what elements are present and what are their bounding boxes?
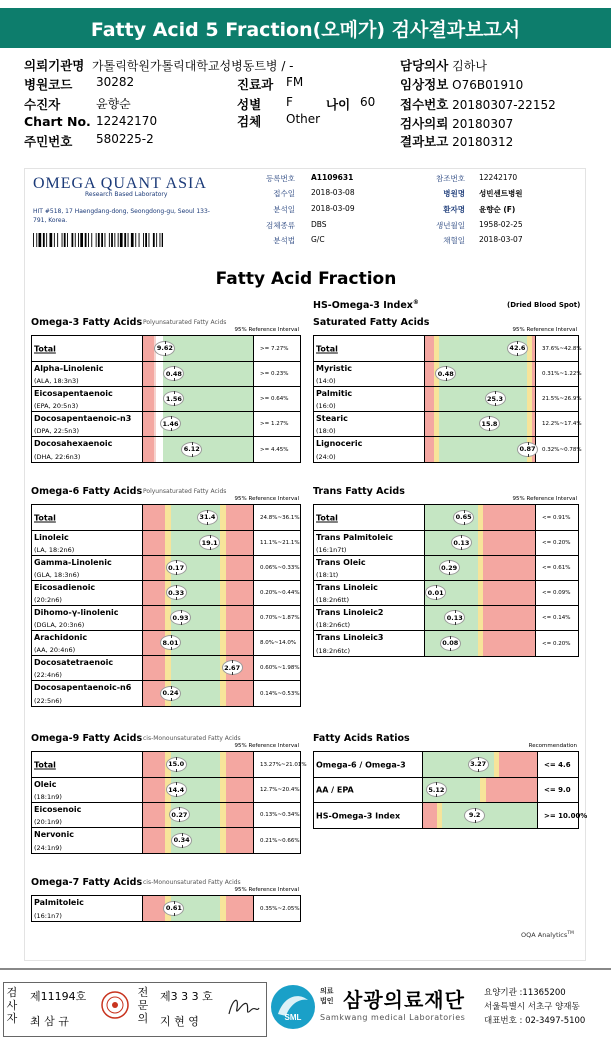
reference-bar	[142, 581, 254, 605]
row-name: Trans Linoleic	[316, 583, 378, 592]
reference-range: <= 4.6	[544, 760, 571, 769]
reference-range: 0.31%~1.22%	[542, 371, 582, 377]
section-ref-label-sat: 95% Reference Interval	[512, 327, 577, 333]
section-title-omega3: Omega-3 Fatty Acids	[31, 317, 143, 328]
value-marker: 6.12	[181, 442, 202, 457]
lab-address: HIT #518, 17 Haengdang-dong, Seongdong-gu, Seoul 133-791, Korea.	[33, 208, 210, 224]
table-row	[32, 828, 300, 853]
lab-pat-value: 윤향순 (F)	[479, 205, 516, 214]
table-trans	[313, 504, 579, 657]
table-row	[32, 656, 300, 681]
lab-method-value: G/C	[311, 235, 325, 244]
header-specimen-value: Other	[286, 112, 321, 126]
reference-range: 21.5%~26.9%	[542, 396, 582, 402]
header-institution: 의뢰기관명 가톨릭학원가톨릭대학교성병동트병 / -	[24, 58, 294, 73]
reference-range: 0.21%~0.66%	[260, 837, 300, 844]
value-marker: 0.48	[163, 366, 184, 381]
table-row	[314, 362, 582, 387]
value-marker: 15.8	[479, 416, 500, 431]
value-marker: 0.24	[160, 686, 181, 701]
table-row	[314, 631, 578, 656]
table-row	[32, 681, 300, 706]
value-marker: 0.34	[171, 833, 192, 848]
value-marker: 15.0	[166, 757, 187, 772]
row-name: Oleic	[34, 780, 57, 789]
table-row	[32, 631, 300, 656]
row-name: Gamma-Linolenic	[34, 558, 112, 567]
row-subtitle: (18:1t)	[316, 571, 339, 579]
row-name: Trans Oleic	[316, 558, 366, 567]
reference-range: 12.7%~20.4%	[260, 787, 300, 793]
row-name: Omega-6 / Omega-3	[316, 760, 406, 769]
table-row	[32, 803, 300, 828]
row-name: Trans Palmitoleic	[316, 533, 394, 542]
value-marker: 0.61	[163, 901, 184, 916]
lab-birth-label: 생년월일	[436, 221, 465, 230]
reference-range: >= 4.45%	[260, 446, 289, 453]
section-subtitle-omega3: Polyunsaturated Fatty Acids	[143, 319, 227, 326]
table-row	[32, 778, 300, 803]
table-row	[314, 803, 588, 828]
row-name: Myristic	[316, 364, 352, 373]
header-sex-value: F	[286, 95, 293, 109]
value-marker: 3.27	[468, 757, 489, 772]
lab-logo-subtitle: Research Based Laboratory	[85, 191, 168, 198]
section-ref-label-omega3: 95% Reference Interval	[234, 327, 299, 333]
header-hosp-code: 병원코드	[24, 77, 73, 92]
header-chart: Chart No.	[24, 114, 91, 129]
corp-phone: 대표번호 : 02-3497-5100	[484, 1016, 586, 1026]
value-marker: 0.27	[169, 807, 190, 822]
table-row	[314, 437, 582, 462]
row-subtitle: (GLA, 18:3n6)	[34, 571, 80, 579]
header-age-value: 60	[360, 95, 376, 109]
header-id: 주민번호	[24, 134, 73, 149]
value-marker: 0.29	[439, 560, 460, 575]
reference-range: <= 0.09%	[542, 590, 571, 596]
row-name: Total	[316, 344, 338, 353]
row-name: Total	[316, 513, 338, 522]
row-name: Docosatetraenoic	[34, 658, 114, 667]
header-request: 검사의뢰 20180307	[400, 116, 514, 131]
row-subtitle: (20:1n9)	[34, 818, 62, 826]
row-subtitle: (DHA, 22:6n3)	[34, 453, 81, 461]
care-number: 요양기관 :11365200	[484, 988, 566, 998]
value-marker: 9.62	[154, 341, 175, 356]
table-row	[32, 505, 300, 531]
row-subtitle: (18:2n6tc)	[316, 647, 351, 655]
reference-range: 13.27%~21.01%	[260, 761, 307, 768]
lab-draw-value: 2018-03-07	[479, 235, 523, 244]
table-row	[314, 387, 582, 412]
row-subtitle: (22:5n6)	[34, 697, 62, 705]
header-age: 나이	[326, 97, 351, 112]
lab-logo: OMEGA QUANT ASIA	[33, 175, 207, 192]
value-marker: 1.46	[160, 416, 181, 431]
inspector-seal-icon	[100, 990, 130, 1020]
table-omega3	[31, 335, 301, 463]
corp-prefix-2: 법인	[320, 997, 334, 1005]
inspector-label: 검사자	[6, 986, 18, 1025]
row-subtitle: (EPA, 20:5n3)	[34, 402, 79, 410]
lab-draw-label: 채혈일	[443, 236, 465, 245]
reference-range: 0.20%~0.44%	[260, 590, 300, 596]
specialist-label: 전문의	[137, 986, 149, 1025]
reference-bar	[142, 828, 254, 853]
reference-range: <= 0.20%	[542, 540, 571, 546]
table-omega9	[31, 751, 307, 854]
inspector-number: 제11194호	[30, 990, 87, 1003]
value-marker: 0.93	[170, 610, 191, 625]
row-subtitle: (14:0)	[316, 377, 336, 385]
corp-english-name: Samkwang medical Laboratories	[320, 1013, 466, 1022]
reference-bar	[142, 752, 254, 777]
value-marker: 2.67	[222, 660, 243, 675]
reference-range: 0.35%~2.05%	[260, 905, 300, 912]
table-row	[32, 752, 307, 778]
section-ref-label-omega7: 95% Reference Interval	[234, 887, 299, 893]
reference-bar	[424, 505, 536, 530]
value-marker: 14.4	[166, 782, 187, 797]
header-clinical: 임상정보 O76B01910	[400, 77, 524, 92]
section-title-omega6: Omega-6 Fatty Acids	[31, 486, 143, 497]
reference-bar	[142, 778, 254, 802]
header-dept: 진료과	[237, 77, 274, 92]
table-row	[32, 362, 300, 387]
header-chart-value: 12242170	[96, 114, 158, 128]
row-name: Docosapentaenoic-n6	[34, 683, 132, 692]
lab-method-label: 분석법	[273, 236, 295, 245]
reference-range: 0.32%~0.78%	[542, 446, 582, 453]
specialist-name: 지 현 영	[160, 1015, 199, 1028]
row-subtitle: (22:4n6)	[34, 671, 62, 679]
header-sex: 성별	[237, 97, 262, 112]
row-subtitle: (24:0)	[316, 453, 336, 461]
reference-bar	[424, 606, 536, 630]
value-marker: 25.3	[485, 391, 506, 406]
reference-range: >= 10.00%	[544, 811, 588, 820]
row-name: Alpha-Linolenic	[34, 364, 104, 373]
table-row	[32, 437, 300, 462]
row-subtitle: (24:1n9)	[34, 844, 62, 852]
value-marker: 0.33	[166, 585, 187, 600]
header-dept-value: FM	[286, 75, 304, 89]
row-name: Docosahexaenoic	[34, 439, 113, 448]
reference-bar	[142, 606, 254, 630]
reference-range: <= 0.20%	[542, 640, 571, 647]
value-marker: 19.1	[199, 535, 220, 550]
row-name: Linoleic	[34, 533, 69, 542]
header-report: 결과보고 20180312	[400, 134, 514, 149]
table-row	[32, 896, 300, 921]
lab-spec-value: DBS	[311, 220, 327, 229]
corp-name: 삼광의료재단	[343, 988, 465, 1012]
row-name: Palmitic	[316, 389, 353, 398]
reference-range: 0.13%~0.34%	[260, 812, 300, 818]
value-marker: 0.87	[517, 442, 538, 457]
lab-recv-label: 접수일	[273, 189, 295, 198]
reference-range: <= 0.14%	[542, 615, 571, 621]
reference-bar	[424, 531, 536, 555]
table-row	[314, 531, 578, 556]
table-row	[314, 778, 578, 803]
value-marker: 5.12	[426, 782, 447, 797]
reference-bar	[142, 556, 254, 580]
report-title: Fatty Acid Fraction	[215, 269, 397, 289]
barcode-image	[33, 233, 163, 247]
value-marker: 0.13	[444, 610, 465, 625]
reference-range: <= 9.0	[544, 786, 571, 794]
table-row	[314, 606, 578, 631]
row-subtitle: (16:1n7t)	[316, 546, 347, 554]
row-name: Eicosenoic	[34, 805, 82, 814]
reference-range: 0.14%~0.53%	[260, 690, 300, 697]
value-marker: 0.01	[425, 585, 446, 600]
table-row	[32, 412, 300, 437]
row-subtitle: (18:2n6tt)	[316, 596, 350, 604]
table-omega6	[31, 504, 301, 707]
table-row	[314, 581, 578, 606]
row-subtitle: (LA, 18:2n6)	[34, 546, 75, 554]
reference-bar	[142, 631, 254, 655]
header-receipt: 접수번호 20180307-22152	[400, 97, 556, 112]
section-ref-label-omega6: 95% Reference Interval	[234, 496, 299, 502]
reference-bar	[142, 531, 254, 555]
section-title-trans: Trans Fatty Acids	[313, 486, 405, 497]
table-row	[314, 412, 582, 437]
row-name: Eicosapentaenoic	[34, 389, 113, 398]
value-marker: 0.17	[166, 560, 187, 575]
lab-ref-label: 참조번호	[436, 174, 465, 183]
table-row	[314, 752, 578, 778]
table-row	[32, 336, 300, 362]
header-patient-value: 윤향순	[96, 97, 131, 111]
value-marker: 0.13	[451, 535, 472, 550]
sml-logo-text: SML	[284, 1013, 302, 1022]
table-row	[32, 531, 300, 556]
table-row	[32, 581, 300, 606]
row-subtitle: (16:1n7)	[34, 912, 62, 920]
table-sat	[313, 335, 582, 463]
lab-anal-label: 분석일	[273, 205, 295, 214]
row-name: Eicosadienoic	[34, 583, 96, 592]
table-row	[314, 336, 582, 362]
lab-recv-value: 2018-03-08	[311, 188, 355, 197]
row-name: Trans Linoleic2	[316, 608, 384, 617]
page-title: Fatty Acid 5 Fraction(오메가) 검사결과보고서	[0, 8, 611, 48]
row-name: Total	[34, 760, 56, 769]
reference-range: 8.0%~14.0%	[260, 640, 297, 646]
hs-omega3-index-title: HS-Omega-3 Index®	[313, 299, 419, 312]
table-ratios	[313, 751, 588, 829]
reference-range: >= 1.27%	[260, 421, 289, 427]
header-specimen: 검체	[237, 114, 262, 129]
header-doctor: 담당의사 김하나	[400, 58, 487, 73]
row-subtitle: (18:0)	[316, 427, 336, 435]
section-subtitle-omega9: cis-Monounsaturated Fatty Acids	[143, 735, 241, 742]
corp-prefix-1: 의료	[320, 987, 334, 995]
header-id-value: 580225-2	[96, 132, 154, 146]
reference-range: >= 7.27%	[260, 345, 289, 352]
oqa-analytics-footer: OQA Analytics™	[521, 931, 574, 940]
row-name: Docosapentaenoic-n3	[34, 414, 132, 423]
section-subtitle-omega6: Polyunsaturated Fatty Acids	[143, 488, 227, 495]
header-hosp-code-value: 30282	[96, 75, 135, 89]
row-name: Arachidonic	[34, 633, 88, 642]
reference-range: 0.70%~1.87%	[260, 615, 300, 621]
value-marker: 1.56	[163, 391, 184, 406]
reference-bar	[142, 896, 254, 921]
reference-range: 24.8%~36.1%	[260, 514, 300, 521]
table-row	[32, 606, 300, 631]
footer-rule	[0, 968, 611, 970]
reference-range: <= 0.91%	[542, 514, 571, 521]
value-marker: 42.6	[507, 341, 528, 356]
section-title-ratios: Fatty Acids Ratios	[313, 733, 410, 744]
reference-bar	[142, 412, 254, 436]
reference-range: 11.1%~21.1%	[260, 540, 300, 546]
reference-range: >= 0.64%	[260, 396, 289, 402]
row-subtitle: (18:2n6ct)	[316, 621, 351, 629]
value-marker: 8.01	[160, 635, 181, 650]
header-patient: 수진자	[24, 97, 61, 112]
specialist-number: 제3 3 3 호	[160, 990, 213, 1003]
reference-range: >= 0.23%	[260, 371, 289, 377]
reference-bar	[142, 681, 254, 706]
row-name: Total	[34, 513, 56, 522]
lab-hosp-value: 성빈센트병원	[479, 189, 523, 198]
value-marker: 31.4	[197, 510, 218, 525]
reference-bar	[142, 803, 254, 827]
row-name: Trans Linoleic3	[316, 633, 384, 642]
reference-range: 0.60%~1.98%	[260, 665, 300, 671]
row-subtitle: (ALA, 18:3n3)	[34, 377, 79, 385]
lab-hosp-label: 병원명	[443, 189, 465, 198]
reference-bar	[142, 362, 254, 386]
row-name: Nervonic	[34, 830, 74, 839]
row-subtitle: (DPA, 22:5n3)	[34, 427, 80, 435]
reference-range: 12.2%~17.4%	[542, 421, 582, 427]
reference-range: 0.06%~0.33%	[260, 565, 300, 571]
lab-reg-label: 등록번호	[266, 174, 295, 183]
table-row	[314, 556, 578, 581]
row-subtitle: (16:0)	[316, 402, 336, 410]
row-name: Dihomo-γ-linolenic	[34, 608, 119, 617]
lab-ref-value: 12242170	[479, 173, 518, 182]
value-marker: 0.08	[440, 636, 461, 651]
inspector-name: 최 삼 규	[30, 1015, 69, 1028]
sample-type: (Dried Blood Spot)	[507, 301, 581, 309]
section-ref-label-trans: 95% Reference Interval	[512, 496, 577, 502]
reference-range: <= 0.61%	[542, 565, 571, 571]
value-marker: 0.65	[453, 510, 474, 525]
section-ref-label-omega9: 95% Reference Interval	[234, 743, 299, 749]
table-row	[314, 505, 578, 531]
section-title-omega7: Omega-7 Fatty Acids	[31, 877, 143, 888]
table-row	[32, 556, 300, 581]
section-title-omega9: Omega-9 Fatty Acids	[31, 733, 143, 744]
fatty-acid-report	[24, 168, 586, 961]
section-title-sat: Saturated Fatty Acids	[313, 317, 430, 328]
table-omega7	[31, 895, 301, 922]
row-subtitle: (20:2n6)	[34, 596, 62, 604]
section-ref-label-ratios: Recommendation	[528, 743, 577, 749]
row-name: Stearic	[316, 414, 348, 423]
row-name: Total	[34, 344, 56, 353]
row-subtitle: (AA, 20:4n6)	[34, 646, 76, 654]
lab-spec-label: 검체종류	[266, 221, 295, 230]
row-subtitle: (18:1n9)	[34, 793, 62, 801]
row-subtitle: (DGLA, 20:3n6)	[34, 621, 85, 629]
table-row	[32, 387, 300, 412]
value-marker: 9.2	[464, 808, 485, 823]
reference-range: 37.6%~42.8%	[542, 345, 582, 352]
reference-bar	[142, 387, 254, 411]
value-marker: 0.48	[435, 366, 456, 381]
row-name: AA / EPA	[316, 785, 354, 795]
row-name: Palmitoleic	[34, 898, 84, 907]
row-name: HS-Omega-3 Index	[316, 811, 401, 820]
reference-bar	[424, 387, 536, 411]
signature-icon	[225, 992, 261, 1022]
lab-reg-value: A1109631	[311, 173, 354, 182]
section-subtitle-omega7: cis-Monounsaturated Fatty Acids	[143, 879, 241, 886]
lab-pat-label: 환자명	[443, 205, 465, 214]
sml-logo-icon	[270, 984, 316, 1030]
lab-anal-value: 2018-03-09	[311, 204, 355, 213]
row-name: Lignoceric	[316, 439, 363, 448]
lab-birth-value: 1958-02-25	[479, 220, 523, 229]
corp-address: 서울특별시 서초구 양재동	[484, 1002, 580, 1012]
